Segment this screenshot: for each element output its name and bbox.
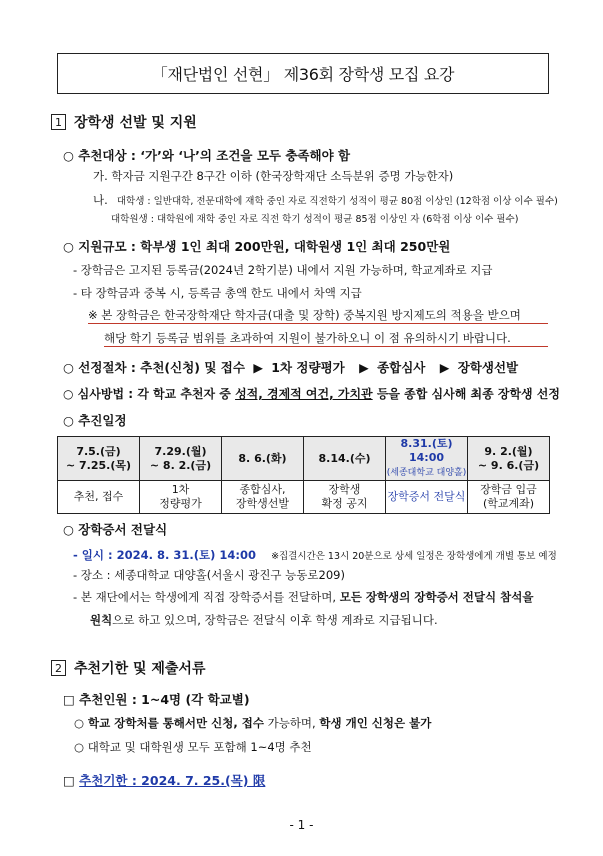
method-prefix: 심사방법 : 각 학교 추천자 중 xyxy=(77,387,236,401)
quota-text: 추천인원 : 1~4명 (각 학교별) xyxy=(79,692,250,707)
page-number: - 1 - xyxy=(289,818,314,832)
schedule-date-cell: 8.14.(수) xyxy=(304,437,386,481)
schedule-date-cell: 8.31.(토) 14:00 (세종대학교 대양홀) xyxy=(386,437,468,481)
schedule-date-cell: 8. 6.(화) xyxy=(222,437,304,481)
schedule-event-cell: 종합심사, 장학생선발 xyxy=(222,481,304,514)
scale-line-1: - 장학금은 고지된 등록금(2024년 2학기분) 내에서 지원 가능하며, 학교계좌로 지급 xyxy=(73,263,493,277)
schedule-event-cell: 추천, 접수 xyxy=(58,481,140,514)
quota-line-2: ○ 대학교 및 대학원생 모두 포함해 1~4명 추천 xyxy=(74,740,312,754)
bullet-circle-icon: ○ xyxy=(63,387,74,401)
bullet-circle-icon: ○ xyxy=(63,360,74,375)
ceremony-desc-2: 원칙으로 하고 있으며, 장학금은 전달식 이후 학생 계좌로 지급됩니다. xyxy=(90,613,438,627)
condition-label: 나. xyxy=(93,193,108,207)
condition-undergrad: 대학생 : 일반대학, 전문대학에 재학 중인 자로 직전학기 성적이 평균 80점 이상인 (12학점 이상 이수 필수) xyxy=(116,196,558,207)
ceremony-place: - 장소 : 세종대학교 대양홀(서울시 광진구 능동로209) xyxy=(73,568,345,582)
schedule-event-cell: 장학증서 전달식 xyxy=(386,481,468,514)
schedule-heading xyxy=(63,411,127,429)
schedule-event-cell: 장학생 확정 공지 xyxy=(304,481,386,514)
method-item xyxy=(63,385,560,402)
procedure-label: 선정절차 : 추천(신청) 및 접수 xyxy=(78,360,245,375)
target-condition-ga: 가. 학자금 지원구간 8구간 이하 (한국장학재단 소득분위 증명 가능한자) xyxy=(93,169,454,183)
section-number-box: 1 xyxy=(51,114,66,130)
scale-note-2: 해당 학기 등록금 범위를 초과하여 지원이 불가하오니 이 점 유의하시기 바랍니다. xyxy=(104,330,548,347)
scale-text: 지원규모 : 학부생 1인 최대 200만원, 대학원생 1인 최대 250만원 xyxy=(78,239,451,254)
scale-note-1: ※ 본 장학금은 한국장학재단 학자금(대출 및 장학) 중복지원 방지제도의 적용을 받으며 xyxy=(88,307,548,324)
method-criteria: 성적, 경제적 여건, 가치관 xyxy=(235,387,373,401)
arrow-right-icon: ▶ xyxy=(359,360,369,375)
procedure-step-1: 1차 정량평가 xyxy=(271,360,345,375)
arrow-right-icon: ▶ xyxy=(439,360,450,375)
section-title: 장학생 선발 및 지원 xyxy=(74,115,197,131)
document-title: 「재단법인 선현」 제36회 장학생 모집 요강 xyxy=(57,53,549,94)
schedule-date-cell: 7.5.(금) ~ 7.25.(목) xyxy=(58,437,140,481)
section-number-box: 2 xyxy=(51,660,66,676)
ceremony-desc-1: - 본 재단에서는 학생에게 직접 장학증서를 전달하며, 모든 장학생의 장학증서 전달식 참석을 xyxy=(73,590,534,604)
bullet-circle-icon: ○ xyxy=(63,148,74,163)
schedule-date-row xyxy=(58,437,550,481)
condition-grad: 대학원생 : 대학원에 재학 중인 자로 직전 학기 성적이 평균 85점 이상인 자 (6학점 이상 이수 필수) xyxy=(111,214,519,225)
section-title: 추천기한 및 제출서류 xyxy=(74,661,206,677)
procedure-item xyxy=(63,358,518,376)
ceremony-date-text: - 일시 : 2024. 8. 31.(토) 14:00 xyxy=(73,548,256,562)
bullet-square-icon: □ xyxy=(63,692,75,707)
quota-item xyxy=(63,690,250,708)
method-suffix: 등을 종합 심사해 최종 장학생 선정 xyxy=(372,387,560,401)
schedule-table xyxy=(57,436,550,514)
schedule-label: 추진일정 xyxy=(78,413,127,428)
ceremony-label: 장학증서 전달식 xyxy=(78,522,168,537)
bullet-circle-icon: ○ xyxy=(63,522,74,537)
deadline-item xyxy=(63,771,265,789)
schedule-event-row xyxy=(58,481,550,514)
procedure-step-2: 종합심사 xyxy=(377,360,426,375)
bullet-square-icon: □ xyxy=(63,773,75,788)
section-1-heading xyxy=(51,112,197,132)
quota-line-1: ○ 학교 장학처를 통해서만 신청, 접수 가능하며, 학생 개인 신청은 불가 xyxy=(74,716,432,730)
bullet-circle-icon: ○ xyxy=(63,239,74,254)
section-2-heading xyxy=(51,658,205,678)
schedule-event-cell: 1차 정량평가 xyxy=(140,481,222,514)
ceremony-date xyxy=(73,544,557,563)
deadline-text: 추천기한 : 2024. 7. 25.(목) 限 xyxy=(79,773,266,788)
procedure-step-3: 장학생선발 xyxy=(457,360,519,375)
schedule-event-cell: 장학금 입금 (학교계좌) xyxy=(468,481,550,514)
bullet-circle-icon: ○ xyxy=(63,413,74,428)
scale-item xyxy=(63,237,450,255)
target-item xyxy=(63,146,350,164)
target-condition-na xyxy=(93,189,558,208)
arrow-right-icon: ▶ xyxy=(253,360,263,375)
schedule-date-cell: 7.29.(월) ~ 8. 2.(금) xyxy=(140,437,222,481)
ceremony-date-note: ※집결시간은 13시 20분으로 상세 일정은 장학생에게 개별 통보 예정 xyxy=(271,551,557,562)
ceremony-heading xyxy=(63,520,167,538)
schedule-date-cell: 9. 2.(월) ~ 9. 6.(금) xyxy=(468,437,550,481)
scale-line-2: - 타 장학금과 중복 시, 등록금 총액 한도 내에서 차액 지급 xyxy=(73,286,362,300)
target-text: 추천대상 : ‘가’와 ‘나’의 조건을 모두 충족해야 함 xyxy=(78,148,351,163)
